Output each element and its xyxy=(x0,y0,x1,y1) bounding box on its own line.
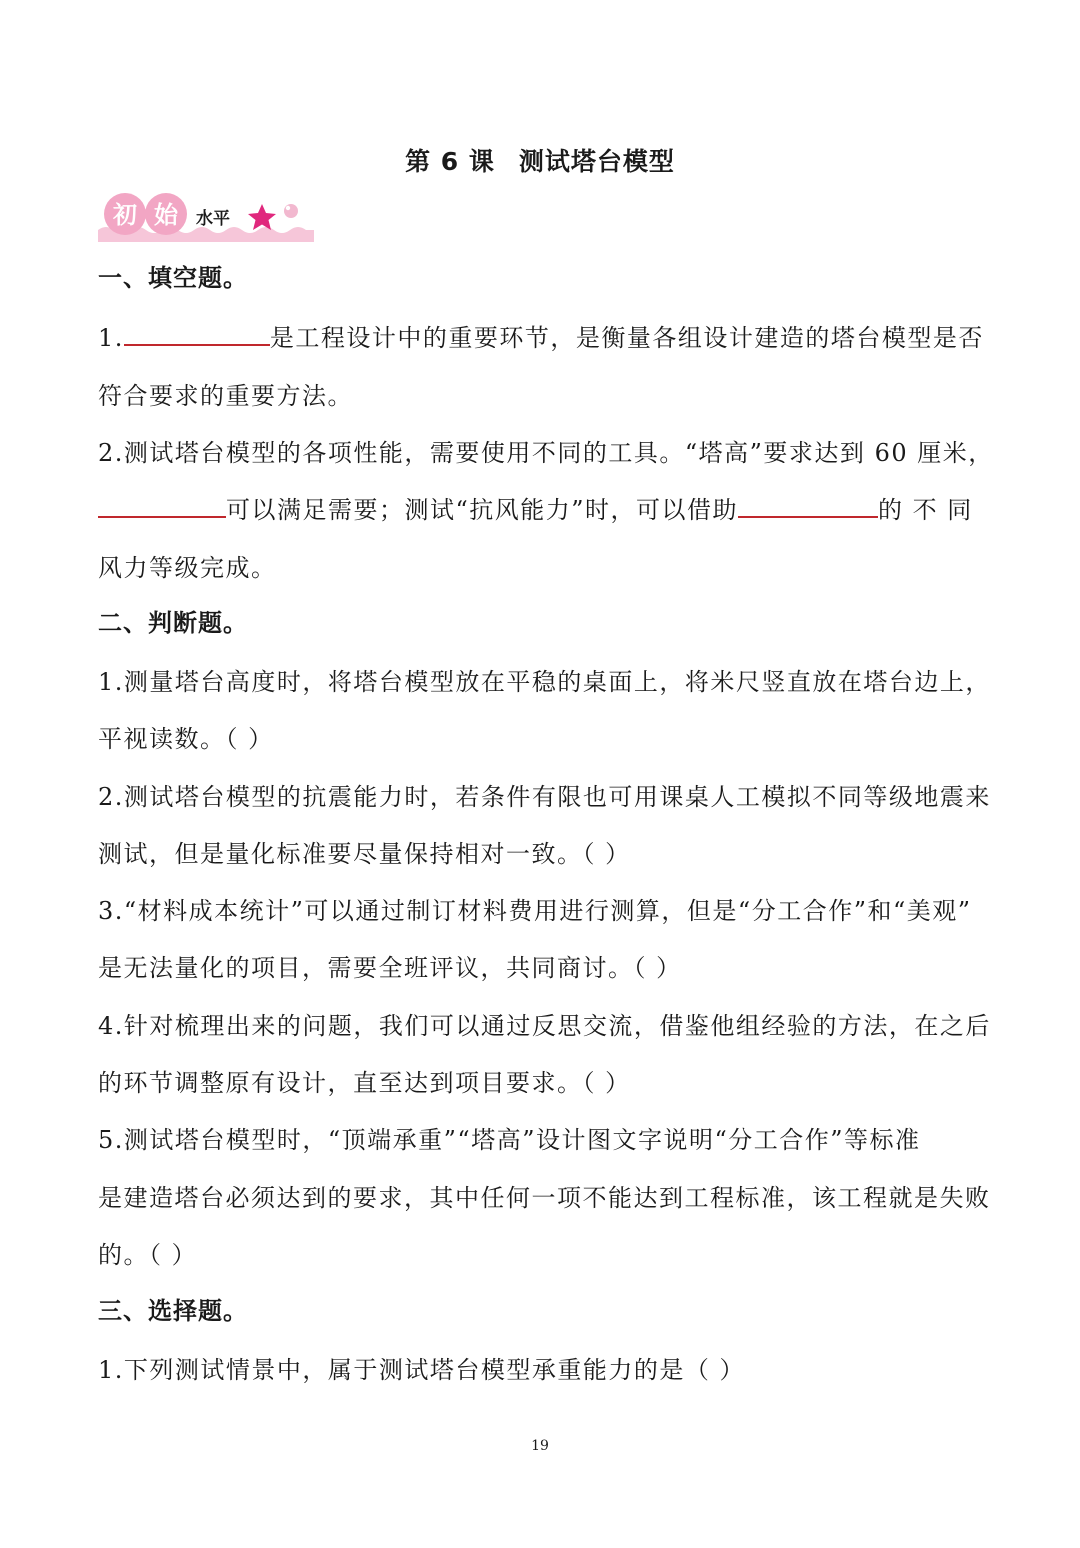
choice-q1-line1: 1.下列测试情景中，属于测试塔台模型承重能力的是（ ） xyxy=(98,1356,746,1384)
section-choice-heading: 三、选择题。 xyxy=(98,1297,248,1325)
judge-q5-line1: 5.测试塔台模型时，“顶端承重”“塔高”设计图文字说明“分工合作”等标准 xyxy=(98,1126,921,1154)
level-badge xyxy=(98,190,314,242)
fill-q2-line3: 风力等级完成。 xyxy=(98,554,277,582)
judge-q1-line2: 平视读数。（ ） xyxy=(98,725,274,753)
fill-q1-line1 xyxy=(98,318,984,353)
lesson-number: 第 6 课 xyxy=(405,147,495,176)
lesson-name: 测试塔台模型 xyxy=(518,147,675,176)
judge-q4-line2: 的环节调整原有设计，直至达到项目要求。（ ） xyxy=(98,1069,631,1097)
fill-q1-number: 1. xyxy=(98,324,124,352)
section-fill-heading: 一、填空题。 xyxy=(98,264,248,292)
answer-blank[interactable] xyxy=(124,322,270,346)
section-judge-heading: 二、判断题。 xyxy=(98,609,248,637)
answer-blank[interactable] xyxy=(738,494,878,518)
judge-q1-line1: 1.测量塔台高度时，将塔台模型放在平稳的桌面上，将米尺竖直放在塔台边上， xyxy=(98,668,991,696)
badge-level-text: 水平 xyxy=(196,209,230,229)
star-icon xyxy=(248,204,276,230)
judge-q3-line2: 是无法量化的项目，需要全班评议，共同商讨。（ ） xyxy=(98,954,682,982)
judge-q5-line3: 的。（ ） xyxy=(98,1241,198,1269)
judge-q2-line1: 2.测试塔台模型的抗震能力时，若条件有限也可用课桌人工模拟不同等级地震来 xyxy=(98,783,991,811)
badge-char-1: 初 xyxy=(113,201,137,229)
answer-blank[interactable] xyxy=(98,494,226,518)
judge-q4-line1: 4.针对梳理出来的问题，我们可以通过反思交流，借鉴他组经验的方法，在之后 xyxy=(98,1012,991,1040)
fill-q2-line1: 2.测试塔台模型的各项性能，需要使用不同的工具。“塔高”要求达到 60 厘米， xyxy=(98,439,994,467)
page-title xyxy=(0,142,1080,178)
badge-char-2: 始 xyxy=(154,201,178,229)
page-number: 19 xyxy=(531,1438,549,1454)
fill-q1-text: 是工程设计中的重要环节，是衡量各组设计建造的塔台模型是否 xyxy=(269,324,984,352)
fill-q2-line2 xyxy=(98,490,973,525)
judge-q3-line1: 3.“材料成本统计”可以通过制订材料费用进行测算，但是“分工合作”和“美观” xyxy=(98,897,972,925)
fill-q1-line2: 符合要求的重要方法。 xyxy=(98,382,353,410)
judge-q5-line2: 是建造塔台必须达到的要求，其中任何一项不能达到工程标准，该工程就是失败 xyxy=(98,1184,991,1212)
judge-q2-line2: 测试，但是量化标准要尽量保持相对一致。（ ） xyxy=(98,840,631,868)
fill-q2-text: 可以满足需要；测试“抗风能力”时，可以借助 xyxy=(226,496,739,524)
fill-q2-text-end: 的 不 同 xyxy=(878,496,973,524)
